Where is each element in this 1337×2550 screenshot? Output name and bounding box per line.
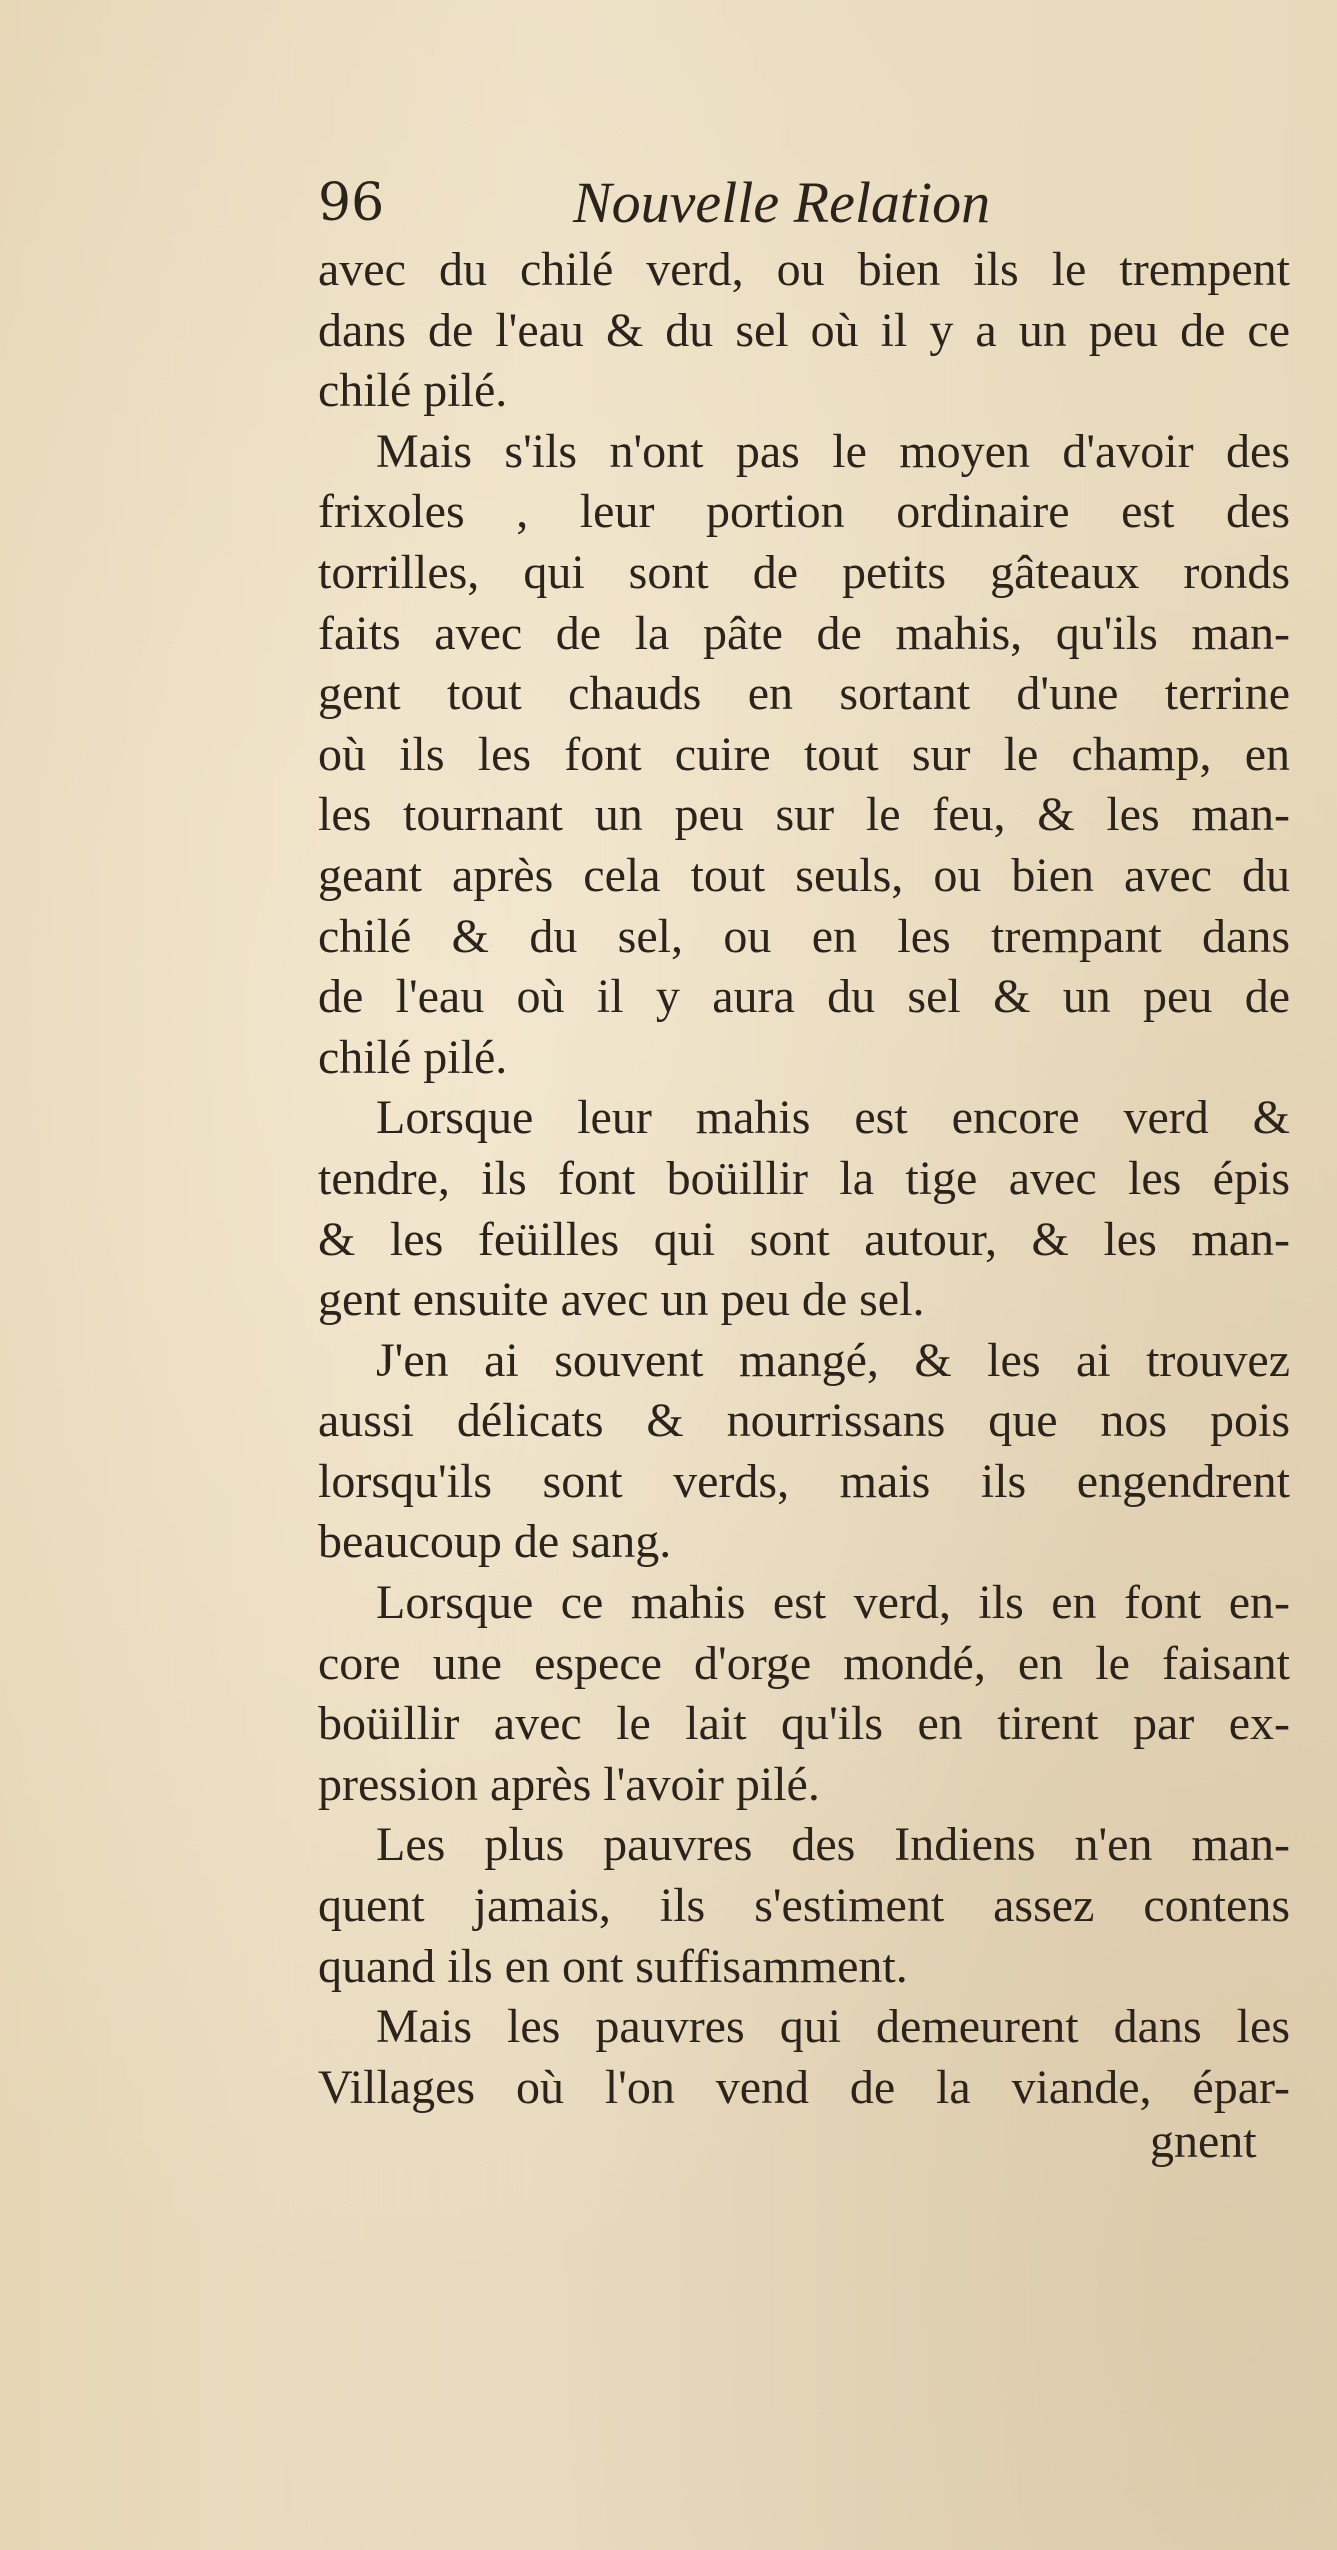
text-line: quand ils en ont suffisamment. <box>318 1939 908 1993</box>
catchword: gnent <box>1150 2115 1257 2168</box>
text-line: Mais s'ils n'ont pas le moyen d'avoir des <box>376 424 1290 478</box>
text-line: core une espece d'orge mondé, en le faisant <box>318 1636 1290 1690</box>
text-line: dans de l'eau & du sel où il y a un peu de ce <box>318 303 1290 357</box>
text-line: & les feüilles qui sont autour, & les man- <box>318 1212 1290 1266</box>
text-line: Les plus pauvres des Indiens n'en man- <box>376 1818 1290 1872</box>
page-number: 96 <box>318 173 385 233</box>
text-line: Lorsque ce mahis est verd, ils en font en- <box>376 1576 1290 1630</box>
text-line: chilé pilé. <box>318 364 508 418</box>
text-line: aussi délicats & nourrissans que nos pois <box>318 1394 1290 1448</box>
text-line: beaucoup de sang. <box>318 1515 672 1569</box>
text-line: gent tout chauds en sortant d'une terrine <box>318 667 1290 721</box>
body-text <box>318 240 1290 2118</box>
running-title: Nouvelle Relation <box>573 170 991 235</box>
text-line: frixoles , leur portion ordinaire est des <box>318 485 1290 539</box>
text-line: les tournant un peu sur le feu, & les man- <box>318 788 1290 842</box>
text-line: geant après cela tout seuls, ou bien avec du <box>318 848 1290 902</box>
page-header <box>318 168 1038 238</box>
text-line: J'en ai souvent mangé, & les ai trouvez <box>376 1333 1290 1387</box>
text-line: lorsqu'ils sont verds, mais ils engendrent <box>318 1454 1290 1508</box>
text-line: avec du chilé verd, ou bien ils le trempent <box>318 243 1290 296</box>
text-line: faits avec de la pâte de mahis, qu'ils man- <box>318 606 1290 660</box>
text-line: torrilles, qui sont de petits gâteaux ronds <box>318 545 1290 599</box>
text-line: de l'eau où il y aura du sel & un peu de <box>318 970 1290 1024</box>
text-line: où ils les font cuire tout sur le champ, en <box>318 727 1290 781</box>
text-line: pression après l'avoir pilé. <box>318 1757 820 1811</box>
text-line: chilé & du sel, ou en les trempant dans <box>318 909 1290 963</box>
text-line: Lorsque leur mahis est encore verd & <box>376 1091 1290 1145</box>
text-line: Villages où l'on vend de la viande, épar- <box>318 2060 1290 2114</box>
text-line: boüillir avec le lait qu'ils en tirent par ex- <box>318 1697 1290 1751</box>
text-line: tendre, ils font boüillir la tige avec les épis <box>318 1151 1290 1205</box>
text-line: chilé pilé. <box>318 1030 508 1084</box>
text-line: quent jamais, ils s'estiment assez contens <box>318 1879 1290 1933</box>
text-line: Mais les pauvres qui demeurent dans les <box>376 2000 1290 2054</box>
text-line: gent ensuite avec un peu de sel. <box>318 1273 925 1327</box>
